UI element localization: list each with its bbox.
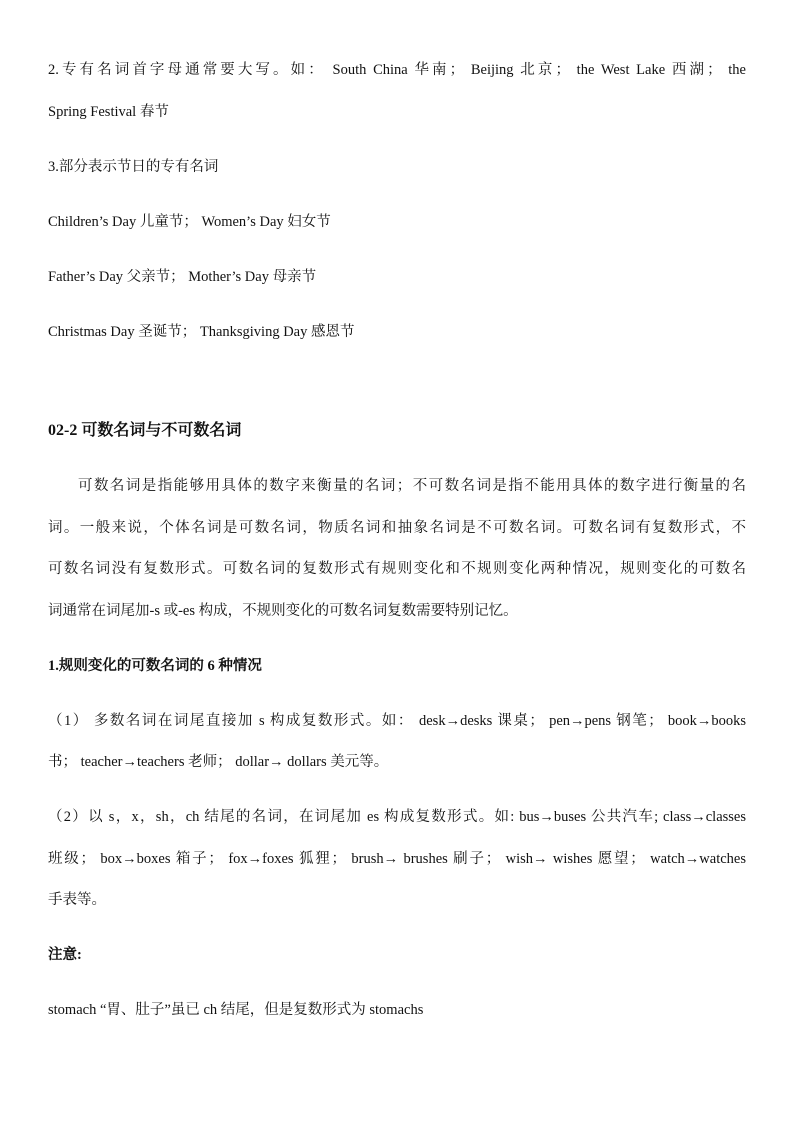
note-label: 注意: (48, 947, 82, 963)
countable-paragraph-line-3: 可数名词没有复数形式。可数名词的复数形式有规则变化和不规则变化两种情况，规则变化的可数名 (48, 561, 746, 577)
festival-line-3: Christmas Day 圣诞节； Thanksgiving Day 感恩节 (48, 324, 355, 340)
note-text: stomach “胃、肚子”虽已 ch 结尾，但是复数形式为 stomachs (48, 1002, 424, 1018)
festival-nouns-title: 3.部分表示节日的专有名词 (48, 159, 219, 175)
countable-paragraph-line-2: 词。一般来说，个体名词是可数名词，物质名词和抽象名词是不可数名词。可数名词有复数形式，不 (48, 520, 746, 536)
rule-1-line-2: 书； teacher→teachers 老师； dollar→ dollars 美元等。 (48, 754, 389, 770)
section-heading-countable: 02-2 可数名词与不可数名词 (48, 422, 242, 439)
rule-1-line-1: （1） 多数名词在词尾直接加 s 构成复数形式。如： desk→desks 课桌； pen→pens 钢笔； book→books (48, 713, 746, 729)
rule-2-line-3: 手表等。 (48, 892, 106, 908)
proper-noun-rule-line-2: Spring Festival 春节 (48, 104, 169, 120)
festival-line-2: Father’s Day 父亲节； Mother’s Day 母亲节 (48, 269, 317, 285)
proper-noun-rule-line-1: 2.专有名词首字母通常要大写。如： South China 华南； Beijing 北京； the West Lake 西湖； the (48, 62, 746, 78)
rule-2-line-2: 班级； box→boxes 箱子； fox→foxes 狐狸； brush→ brushes 刷子； wish→ wishes 愿望； watch→watches (48, 851, 746, 867)
festival-line-1: Children’s Day 儿童节； Women’s Day 妇女节 (48, 214, 331, 230)
regular-plural-subheading: 1.规则变化的可数名词的 6 种情况 (48, 658, 262, 674)
countable-paragraph-line-4: 词通常在词尾加-s 或-es 构成，不规则变化的可数名词复数需要特别记忆。 (48, 603, 518, 619)
countable-paragraph-line-1: 可数名词是指能够用具体的数字来衡量的名词；不可数名词是指不能用具体的数字进行衡量的名 (78, 478, 746, 494)
rule-2-line-1: （2）以 s，x，sh，ch 结尾的名词，在词尾加 es 构成复数形式。如: bus→buses 公共汽车; class→classes (48, 809, 746, 825)
